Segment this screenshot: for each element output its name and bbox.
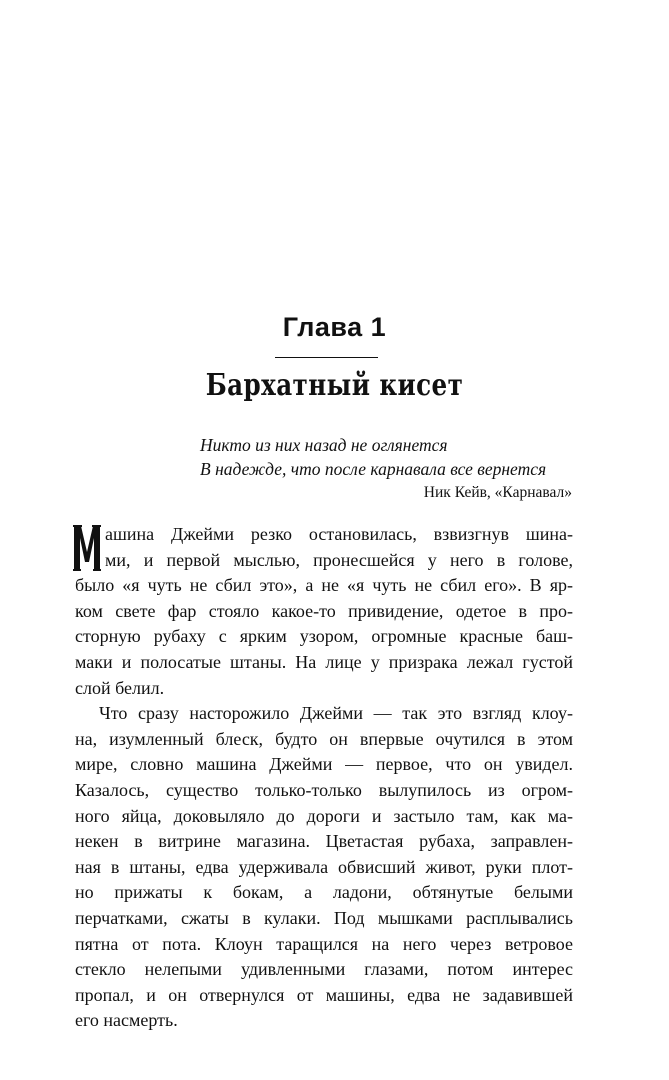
text-line: маки и полосатые штаны. На лице у призрака лежал густой — [75, 651, 573, 672]
epigraph — [200, 433, 572, 505]
text-line: пропал, и он отвернулся от машины, едва не задавившей — [75, 984, 573, 1005]
epigraph-attribution: Ник Кейв, «Карнавал» — [423, 484, 572, 501]
text-line: его насмерть. — [75, 1010, 178, 1031]
text-line: Казалось, существо только-только вылупилось из огром- — [75, 779, 573, 800]
chapter-divider — [275, 357, 378, 358]
text-line: некен в витрине магазина. Цветастая рубаха, заправлен- — [75, 831, 573, 852]
text-line: ная в штаны, едва удерживала обвисший живот, руки плот- — [75, 856, 573, 877]
text-line: перчатками, сжаты в кулаки. Под мышками расплывались — [75, 907, 573, 928]
text-line: пятна от пота. Клоун таращился на него через ветровое — [75, 933, 573, 954]
chapter-number: Глава 1 — [282, 312, 387, 342]
text-line: ашина Джейми резко остановилась, взвизгнув шина- — [105, 524, 573, 544]
text-line: ного яйца, доковыляло до дороги и застыло там, как ма- — [75, 805, 573, 826]
epigraph-line: В надежде, что после карнавала все вернется — [200, 459, 547, 479]
epigraph-line: Никто из них назад не оглянется — [200, 435, 448, 455]
chapter-title: Бархатный кисет — [205, 368, 464, 403]
text-line: ком свете фар стояло какое-то привидение, одетое в про- — [75, 600, 573, 621]
text-line: но прижаты к бокам, а ладони, обтянутые белыми — [75, 882, 573, 903]
text-line: ми, и первой мыслью, пронесшейся у него в голове, — [105, 549, 573, 570]
body-text — [75, 522, 573, 1034]
text-line: было «я чуть не сбил это», а не «я чуть не сбил его». В яр- — [75, 575, 573, 596]
text-line: на, изумленный блеск, будто он впервые очутился в этом — [75, 728, 573, 749]
text-line: сторную рубаху с ярким узором, огромные красные баш- — [75, 626, 573, 647]
text-line: слой белил. — [75, 677, 165, 698]
text-line: стекло нелепыми удивленными глазами, потом интерес — [75, 959, 573, 980]
text-line: Что сразу насторожило Джейми — так это взгляд клоу- — [99, 703, 573, 724]
text-line: мире, словно машина Джейми — первое, что он увидел. — [75, 754, 573, 775]
